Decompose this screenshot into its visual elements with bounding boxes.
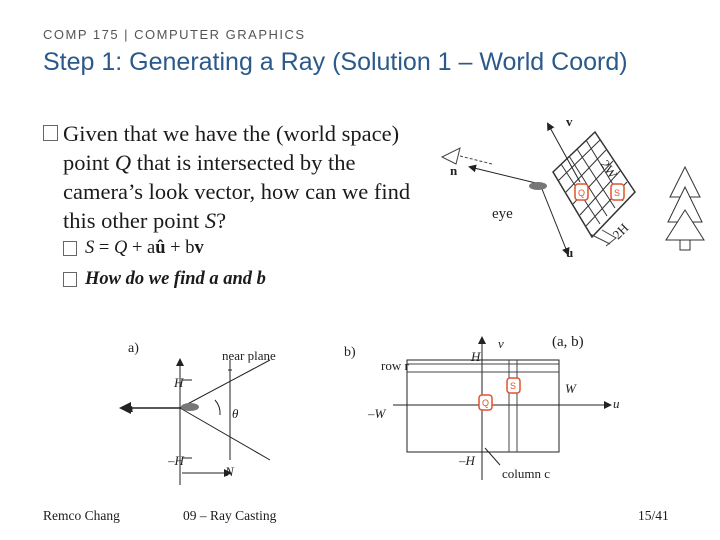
label-n-bottom: n [126, 400, 134, 415]
marker-s-bottom-label: S [510, 381, 517, 391]
bullet-sub-equation [43, 235, 423, 262]
label-h-b: H [471, 349, 481, 364]
marker-q-bottom-label: Q [482, 398, 490, 408]
ab-label: (a, b) [552, 334, 584, 350]
label-near-plane: near plane [222, 348, 276, 363]
bullet-box-icon [63, 272, 77, 287]
u-axis [540, 184, 568, 254]
label-eye: eye [492, 206, 513, 222]
label-n: n [450, 163, 458, 178]
eq-equals: = [94, 238, 114, 258]
bullet-list [43, 119, 423, 293]
label-2w: 2W [597, 157, 621, 182]
v-axis [548, 124, 580, 182]
eye-icon [529, 182, 547, 190]
bullet-main-q: Q [114, 150, 132, 175]
label-2h: 2H [609, 220, 632, 243]
label-a: a) [128, 341, 139, 356]
label-neg-h: –H [168, 453, 184, 468]
marker-s-label: S [614, 188, 621, 198]
bullet-main-s: S [204, 208, 217, 233]
camera-film-diagram [440, 112, 715, 272]
course-header: COMP 175 | COMPUTER GRAPHICS [43, 27, 306, 42]
marker-s [611, 184, 624, 200]
footer-lecture: 09 – Ray Casting [183, 508, 277, 523]
eq-plus-a: + a [127, 238, 156, 258]
label-row-r: row r [381, 358, 409, 373]
ray-arrow-icon [442, 148, 460, 164]
label-b: b) [344, 345, 356, 360]
eye-icon [181, 403, 199, 411]
label-neg-w: –W [368, 406, 386, 421]
label-big-n: N [225, 464, 234, 479]
bullet-main-text-a: Given that we have the (world space) point [63, 121, 400, 175]
tree-icon [666, 167, 704, 250]
bullet-main-text-b: that is intersected by the camera’s look vector, how can we find this other point [63, 150, 411, 233]
eq-q: Q [113, 238, 128, 258]
eq-plus-b: + b [165, 238, 195, 258]
label-neg-h-b: –H [459, 453, 475, 468]
question-text: How do we find a and b [85, 269, 266, 289]
bullet-sub-question [43, 266, 423, 293]
marker-q-bottom [479, 395, 492, 410]
label-v-b: v [498, 336, 504, 351]
label-w: W [565, 381, 576, 396]
slide-title: Step 1: Generating a Ray (Solution 1 – World Coord) [43, 48, 628, 76]
bullet-box-icon [63, 241, 77, 256]
label-u: u [566, 245, 574, 260]
view-volume-diagram [110, 330, 630, 490]
bullet-main [43, 119, 423, 235]
label-u-b: u [613, 396, 620, 411]
marker-q-label: Q [578, 188, 586, 198]
bullet-main-text-c: ? [216, 208, 227, 233]
label-h: H [174, 375, 184, 390]
label-theta: θ [232, 406, 239, 421]
footer-author: Remco Chang [43, 508, 120, 523]
n-axis [470, 167, 540, 184]
footer-page: 15/41 [638, 508, 669, 523]
marker-s-bottom [507, 378, 520, 393]
eq-v: v [194, 238, 204, 258]
label-column-c: column c [502, 466, 551, 481]
bullet-box-icon [43, 125, 58, 141]
marker-q [575, 184, 588, 200]
eq-s: S [85, 238, 95, 258]
label-v: v [566, 114, 573, 129]
eq-u: û [155, 238, 166, 258]
